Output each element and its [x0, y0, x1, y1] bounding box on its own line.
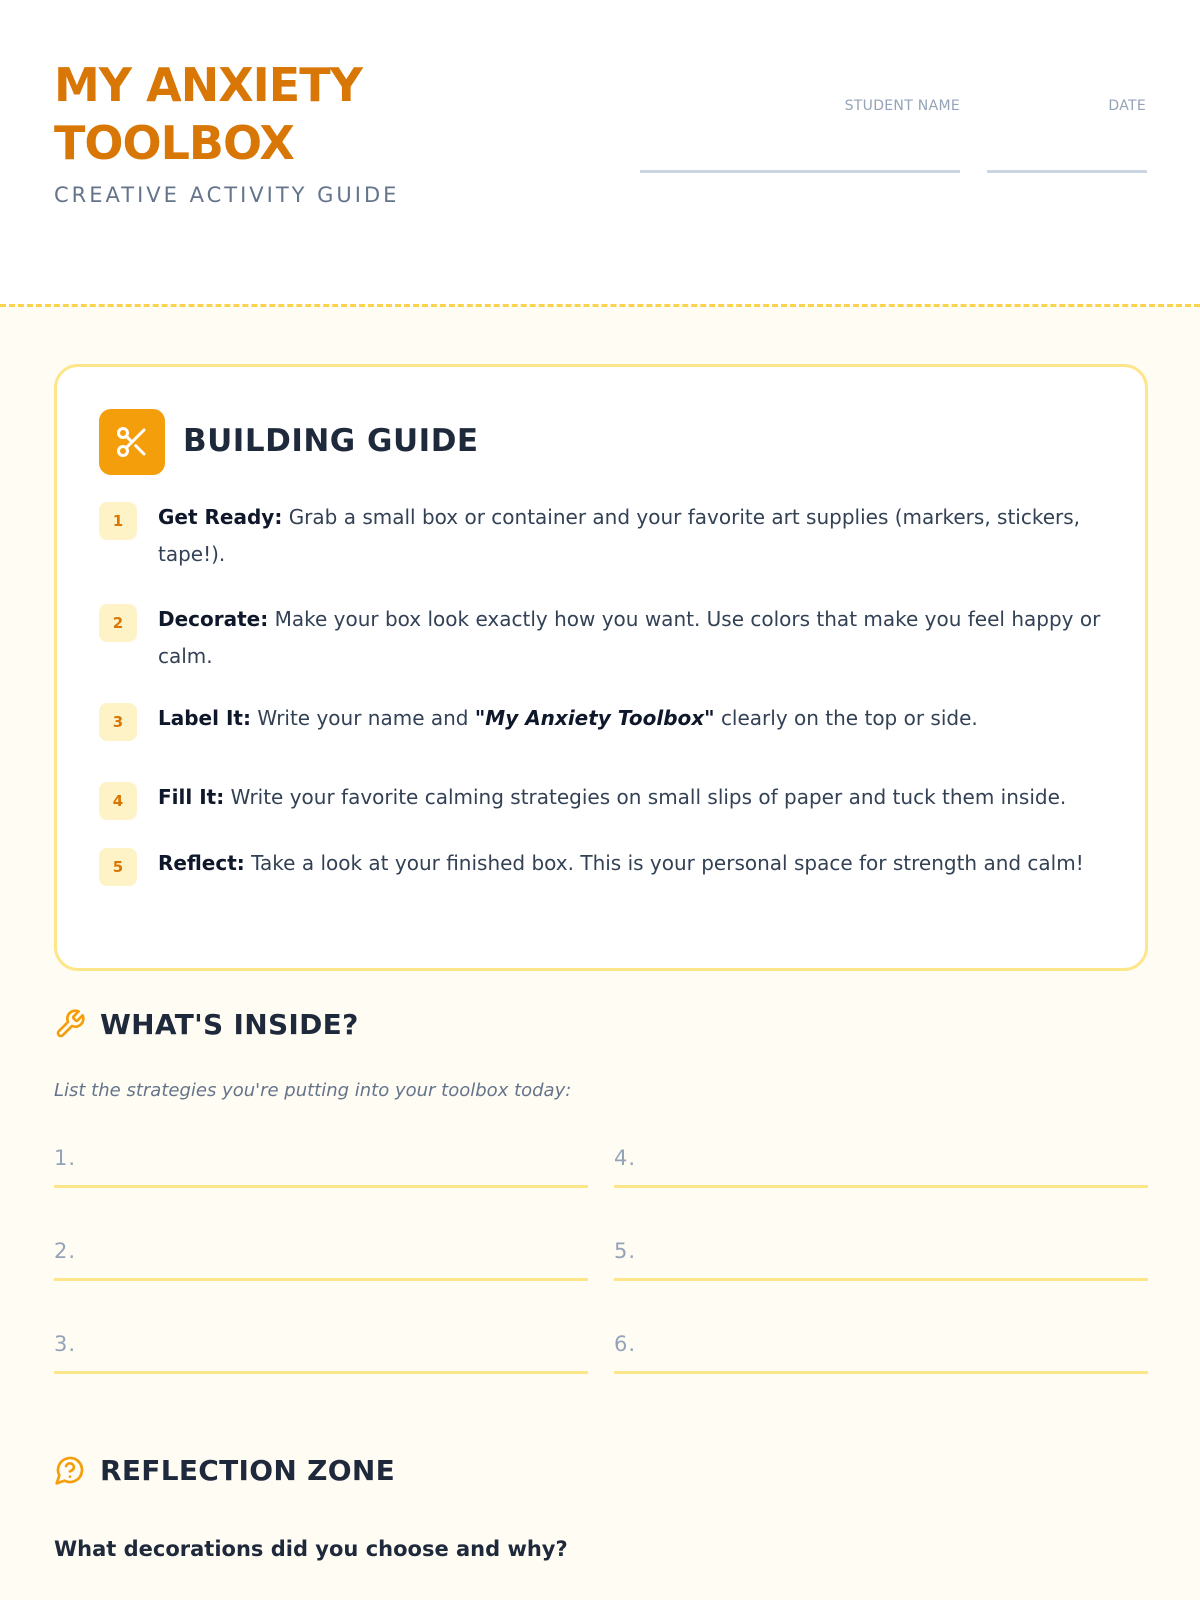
page-subtitle: CREATIVE ACTIVITY GUIDE — [54, 183, 400, 207]
strategy-number: 3. — [54, 1332, 77, 1356]
reflection-question: What decorations did you choose and why? — [54, 1537, 568, 1561]
strategy-input[interactable] — [54, 1142, 588, 1188]
step-number: 3 — [99, 703, 137, 741]
building-guide-card — [54, 364, 1148, 971]
step-text — [158, 601, 1108, 675]
step-label: Get Ready: — [158, 505, 283, 529]
strategy-number: 5. — [614, 1239, 637, 1263]
reflection-title: REFLECTION ZONE — [100, 1453, 395, 1487]
date-field[interactable] — [987, 170, 1147, 173]
step-text — [158, 499, 1108, 573]
step-body: Grab a small box or container and your favorite art supplies (markers, stickers, tape!). — [158, 505, 1081, 566]
page-title: MY ANXIETY TOOLBOX — [54, 58, 362, 170]
step-number: 5 — [99, 848, 137, 886]
strategy-input[interactable] — [614, 1142, 1148, 1188]
date-label: DATE — [1108, 98, 1146, 114]
reflection-heading — [54, 1453, 395, 1487]
strategy-input[interactable] — [54, 1328, 588, 1374]
strategy-input[interactable] — [614, 1235, 1148, 1281]
strategy-number: 1. — [54, 1146, 77, 1170]
student-name-label: STUDENT NAME — [844, 98, 960, 114]
worksheet-body — [0, 307, 1200, 1600]
step-text — [158, 700, 1108, 737]
wrench-icon — [54, 1007, 88, 1041]
step-label: Decorate: — [158, 607, 269, 631]
whats-inside-title: WHAT'S INSIDE? — [100, 1007, 359, 1041]
step-number: 2 — [99, 604, 137, 642]
step-body: Write your name and — [257, 706, 469, 730]
strategy-input[interactable] — [54, 1235, 588, 1281]
strategy-number: 4. — [614, 1146, 637, 1170]
step-text — [158, 845, 1108, 882]
step-number: 4 — [99, 782, 137, 820]
step-text — [158, 779, 1108, 816]
step-label: Reflect: — [158, 851, 245, 875]
step-body: Make your box look exactly how you want. Use colors that make you feel happy or calm. — [158, 607, 1101, 668]
question-bubble-icon — [54, 1453, 88, 1487]
strategy-number: 2. — [54, 1239, 77, 1263]
step-label: Fill It: — [158, 785, 225, 809]
whats-inside-heading — [54, 1007, 359, 1041]
building-guide-title: BUILDING GUIDE — [183, 423, 479, 459]
worksheet-header — [0, 0, 1200, 306]
step-body: Take a look at your finished box. This is your personal space for strength and calm! — [251, 851, 1084, 875]
scissors-icon — [99, 409, 165, 475]
step-number: 1 — [99, 502, 137, 540]
step-label: Label It: — [158, 706, 251, 730]
step-emphasis: "My Anxiety Toolbox" — [474, 706, 715, 730]
strategy-input[interactable] — [614, 1328, 1148, 1374]
strategy-number: 6. — [614, 1332, 637, 1356]
step-body: clearly on the top or side. — [720, 706, 978, 730]
step-body: Write your favorite calming strategies on small slips of paper and tuck them inside. — [230, 785, 1067, 809]
student-name-field[interactable] — [640, 170, 960, 173]
whats-inside-hint: List the strategies you're putting into your toolbox today: — [54, 1080, 572, 1101]
